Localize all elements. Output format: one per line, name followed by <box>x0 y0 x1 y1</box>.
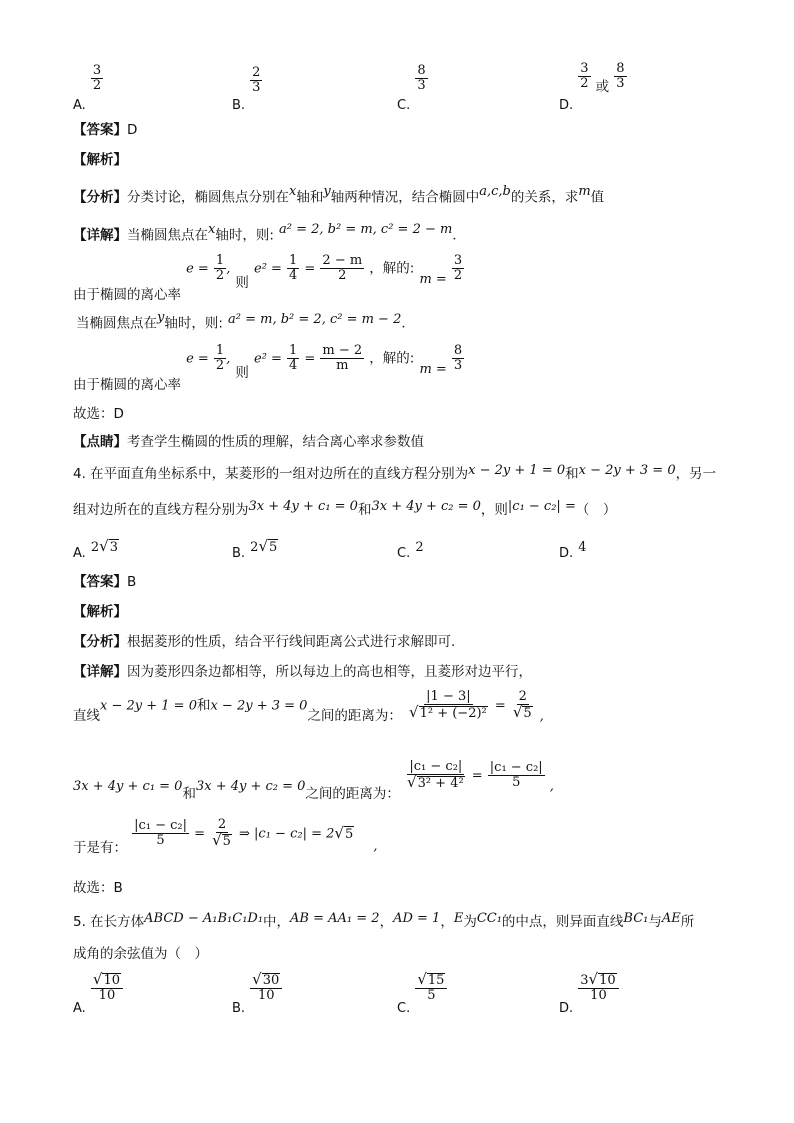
q5-option-a: $_{A.}$ √ 10 10 <box>73 972 123 1002</box>
fraction: 2 √ 5 <box>512 689 532 721</box>
q3-xiangjie-line4: $_{由于椭圆的离心率}$ e = $\frac{1}{2}$ , $_则$ e² = $\frac{1}{4}$ = $\frac{m - 2}{m}$ ，解的: $_{m =}$ $\frac{8}{3}$ <box>73 343 463 393</box>
fraction: $\frac{8}{3}$ <box>417 63 426 93</box>
sqrt: √ 3 <box>99 537 119 555</box>
q4-answer: 【答案】B <box>73 574 137 590</box>
q4-xiangjie: 【详解】因为菱形四条边都相等，所以每边上的高也相等，且菱形对边平行， <box>73 664 532 680</box>
q4-result-line: $_{于是有:}$ $\frac{\text{|c₁ − c₂|}}{5}$ = 2 √ 5 ⇒ |c₁ − c₂| = 2 √ 5 $_,$ <box>73 817 378 856</box>
fraction: $\frac{\text{|c₁ − c₂|}}{5}$ <box>134 818 187 848</box>
q4-options-row <box>73 536 733 562</box>
q3-option-b: $_{B.}$ $\frac{2}{3}$ <box>232 65 261 113</box>
fraction: $\frac{1}{4}$ <box>289 253 298 283</box>
q3-dianjing: 【点睛】考查学生椭圆的性质的理解，结合离心率求参数值 <box>73 434 424 450</box>
sqrt: √ 5 <box>212 830 231 849</box>
fraction: |c₁ − c₂| √ 3² + 4² <box>407 759 464 791</box>
sqrt: √ 5 <box>512 702 532 721</box>
q3-option-d: $_{D.}$ $\frac{3}{2}$ $_或$ $\frac{8}{3}$ <box>559 61 625 113</box>
q3-option-c: $_{C.}$ $\frac{8}{3}$ <box>397 63 426 113</box>
q3-fenxi: 【分析】分类讨论，椭圆焦点分别在$^x$轴和$^y$轴两种情况，结合椭圆中$^{a,c,b}$的关系，求$^m$值 <box>73 184 605 206</box>
q3-xiangjie-line3: 当椭圆焦点在$^y$轴时，则: $^{a^2 = m, b^2 = 2, c^2 = m - 2}$. <box>76 310 406 332</box>
fraction: $\frac{m - 2}{m}$ <box>322 343 363 373</box>
fraction: $\frac{8}{3}$ <box>616 61 625 91</box>
fraction: $\frac{3}{2}$ <box>580 61 589 91</box>
fraction: |1 − 3| √ 1² + (−2)² <box>409 689 487 721</box>
q3-xiangjie-line2: $_{由于椭圆的离心率}$ e = $\frac{1}{2}$ , $_则$ e² = $\frac{1}{4}$ = $\frac{2 - m}{2}$ ，解的: $_{m =}$ $\frac{3}{2}$ <box>73 253 463 303</box>
q5-stem-line1: 5. 在长方体$^{ABCD - A_1B_1C_1D_1}$中，$^{AB = AA_1 = 2}$，$^{AD = 1}$，$^E$为$^{CC_1}$的中点，则异面直线$^{BC_1}$与$^{AE}$所 <box>73 911 695 930</box>
sqrt: √ 5 <box>258 537 278 555</box>
q5-option-d: $_{D.}$ 3 √ 10 10 <box>559 972 619 1002</box>
q5-options-row <box>73 972 733 1018</box>
fraction: √ 15 5 <box>415 972 447 1002</box>
q4-analysis-heading: 【解析】 <box>73 604 127 620</box>
fraction: $\frac{3}{2}$ <box>453 253 463 283</box>
fraction: $\frac{2 - m}{2}$ <box>322 253 363 283</box>
q4-fenxi: 【分析】根据菱形的性质，结合平行线间距离公式进行求解即可. <box>73 634 456 650</box>
q4-stem-line1: 4. 在平面直角坐标系中，某菱形的一组对边所在的直线方程分别为$^{x - 2y + 1 = 0}$和$^{x - 2y + 3 = 0}$，另一 <box>73 463 717 482</box>
sqrt: √ 15 <box>417 970 445 989</box>
sqrt: √ 3² + 4² <box>407 772 464 791</box>
fraction: $\frac{1}{4}$ <box>289 343 298 373</box>
fraction: 2 √ 5 <box>212 817 231 849</box>
fraction: $\frac{1}{2}$ <box>215 253 225 283</box>
q3-option-a: $_{A.}$ $\frac{3}{2}$ <box>73 63 102 113</box>
fraction: √ 10 10 <box>91 972 123 1002</box>
fraction: 3 √ 10 10 <box>578 972 618 1002</box>
fraction: $\frac{3}{2}$ <box>92 63 102 93</box>
sqrt: √ 5 <box>334 823 354 842</box>
fraction: $\frac{8}{3}$ <box>453 343 463 373</box>
q3-analysis-heading: 【解析】 <box>73 152 127 168</box>
q3-xiangjie-line1: 【详解】当椭圆焦点在$^x$轴时，则: $^{a^2 = 2, b^2 = m, c^2 = 2 - m}$. <box>73 222 457 244</box>
fraction: $\frac{\text{|c₁ − c₂|}}{5}$ <box>489 760 543 790</box>
q5-stem-line2: 成角的余弦值为（ ） <box>73 946 208 962</box>
q4-option-b: $_{B.}$ 2 √ 5 <box>232 537 278 561</box>
q4-distance-line1: $_{直线}$x − 2y + 1 = 0和$x - 2y + 3 = 0_{之间的距离为:}$ |1 − 3| √ 1² + (−2)² = 2 √ 5 $_,$ <box>73 689 544 724</box>
q3-guxuan: 故选：D <box>73 406 124 422</box>
sqrt: √ 30 <box>252 970 280 989</box>
q4-option-c: $_{C.}$ 2 <box>397 540 424 561</box>
q5-option-c: $_{C.}$ √ 15 5 <box>397 972 447 1002</box>
sqrt: √ 10 <box>92 970 120 989</box>
q3-answer: 【答案】D <box>73 122 138 138</box>
q4-stem-line2: 组对边所在的直线方程分别为$^{3x + 4y + c_1 = 0}$和$^{3x + 4y + c_2 = 0}$，则$^{|c_1 - c_2| =}$（ ） <box>73 499 617 518</box>
fraction: $\frac{1}{2}$ <box>215 343 225 373</box>
fraction: √ 30 10 <box>250 972 282 1002</box>
sqrt: √ 1² + (−2)² <box>409 702 487 721</box>
q4-distance-line2: $_{3x + 4y + c_1 = 0和3x + 4y + c_2 = 0之间的距离为:}$ |c₁ − c₂| √ 3² + 4² = $\frac{\text{|c₁ − c₂|}}{5}$ $_,$ <box>73 759 554 802</box>
q5-option-b: $_{B.}$ √ 30 10 <box>232 972 282 1002</box>
q4-option-d: $_{D.}$ 4 <box>559 540 587 561</box>
fraction: $\frac{2}{3}$ <box>252 65 261 95</box>
q4-option-a: $_{A.}$ 2 √ 3 <box>73 537 119 561</box>
q4-guxuan: 故选：B <box>73 880 123 896</box>
sqrt: √ 10 <box>588 970 616 989</box>
q3-options-row <box>73 61 733 113</box>
